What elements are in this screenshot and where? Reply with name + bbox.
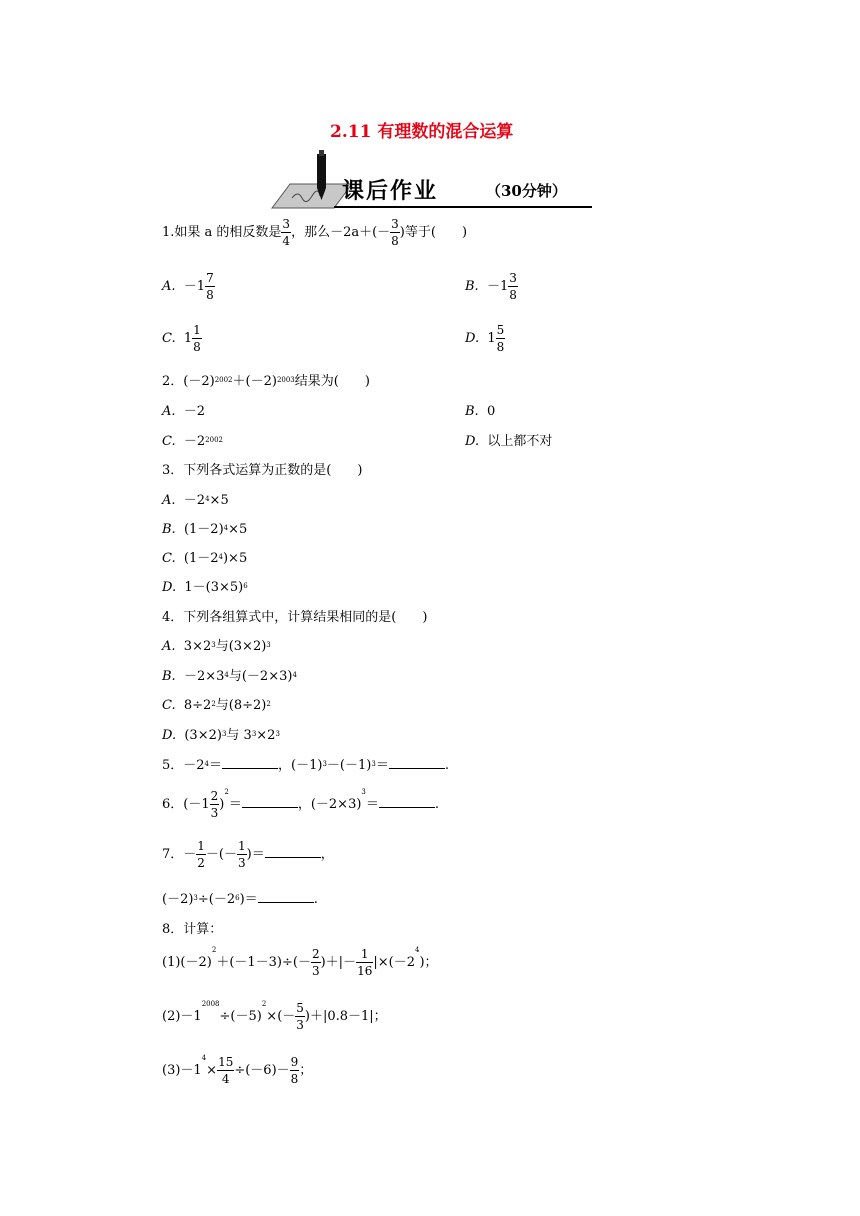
question-1: 1.如果 a 的相反数是 $\frac{3}{4}$ ，那么－2a＋(－ $\frac{3}{8}$ )等于( ) xyxy=(162,217,468,248)
q3-option-c: C. $(1-2^4)\times 5$ xyxy=(162,551,248,566)
homework-banner xyxy=(268,148,598,212)
q4-option-d: D. $(3\times 2)^3$与 $3^3\times 2^3$ xyxy=(162,728,280,743)
q1-option-d: D. 1 $\frac{5}{8}$ xyxy=(465,323,505,354)
q1-option-a: A. －1 $\frac{7}{8}$ xyxy=(162,271,214,302)
q2-option-c: C. $-2^{2002}$ xyxy=(162,434,223,449)
fraction: $\frac{3}{4}$ xyxy=(282,217,291,248)
q3-option-a: A. $-2^4\times 5$ xyxy=(162,493,229,508)
answer-blank[interactable] xyxy=(258,892,314,903)
banner-underline xyxy=(334,206,592,208)
question-8-part-3: $(3)-1^4\times$ $\frac{15}{4}$ ÷(－6)－ $\frac{9}{8}$ ； xyxy=(162,1054,313,1086)
q3-option-b: B. $(1-2)^4\times 5$ xyxy=(162,522,248,537)
page-title: 2.11 有理数的混合运算 xyxy=(330,122,514,142)
q2-option-a: A. －2 xyxy=(162,404,206,419)
banner-time: （30分钟） xyxy=(486,182,567,200)
banner-label: 课后作业 xyxy=(342,178,439,204)
question-5: 5．$-2^4=$ ，$(-1)^3-(-1)^3=$ . xyxy=(162,758,449,773)
question-8-part-2: $(2)-1^{2008}\div(-5)^2\times(-$ $\frac{5}{3}$ )＋|0.8－1|； xyxy=(162,1000,387,1032)
question-4: 4．下列各组算式中，计算结果相同的是( ) xyxy=(162,610,428,625)
question-7: 7．－ $\frac{1}{2}$ －(－ $\frac{1}{3}$ )＝ ， xyxy=(162,839,334,870)
fraction: $\frac{3}{8}$ xyxy=(391,217,399,248)
answer-blank[interactable] xyxy=(265,847,321,858)
q4-option-a: A. $3\times 2^3$与$(3\times 2)^3$ xyxy=(162,639,271,654)
question-3: 3．下列各式运算为正数的是( ) xyxy=(162,463,363,478)
question-2: 2．$(-2)^{2002}+(-2)^{2003}$结果为( ) xyxy=(162,374,370,389)
q3-option-d: D. $1-(3\times 5)^6$ xyxy=(162,580,248,595)
q2-option-b: B. 0 xyxy=(465,404,496,419)
question-8: 8．计算： xyxy=(162,922,223,937)
question-6: 6．(－1 $\frac{2}{3}$ )$^2$＝ ，$(-2\times 3)^3=$ . xyxy=(162,788,440,820)
q1-option-b: B. －1 $\frac{3}{8}$ xyxy=(465,271,517,302)
q2-option-d: D. 以上都不对 xyxy=(465,434,553,449)
q4-option-c: C. $8\div 2^2$与$(8\div 2)^2$ xyxy=(162,698,271,713)
question-7-line-2: $(-2)^3\div(-2^6)=$ . xyxy=(162,892,318,907)
answer-blank[interactable] xyxy=(389,758,445,769)
question-8-part-1: $(1)(-2)^2+(-1-3)\div(-$ $\frac{2}{3}$ )＋|－ $\frac{1}{16}$ $|\times(-2^4)$； xyxy=(162,946,438,978)
answer-blank[interactable] xyxy=(222,758,278,769)
q1-option-c: C. 1 $\frac{1}{8}$ xyxy=(162,323,201,354)
answer-blank[interactable] xyxy=(379,797,435,808)
answer-blank[interactable] xyxy=(242,797,298,808)
q4-option-b: B. $-2\times 3^4$与$(-2\times 3)^4$ xyxy=(162,669,297,684)
